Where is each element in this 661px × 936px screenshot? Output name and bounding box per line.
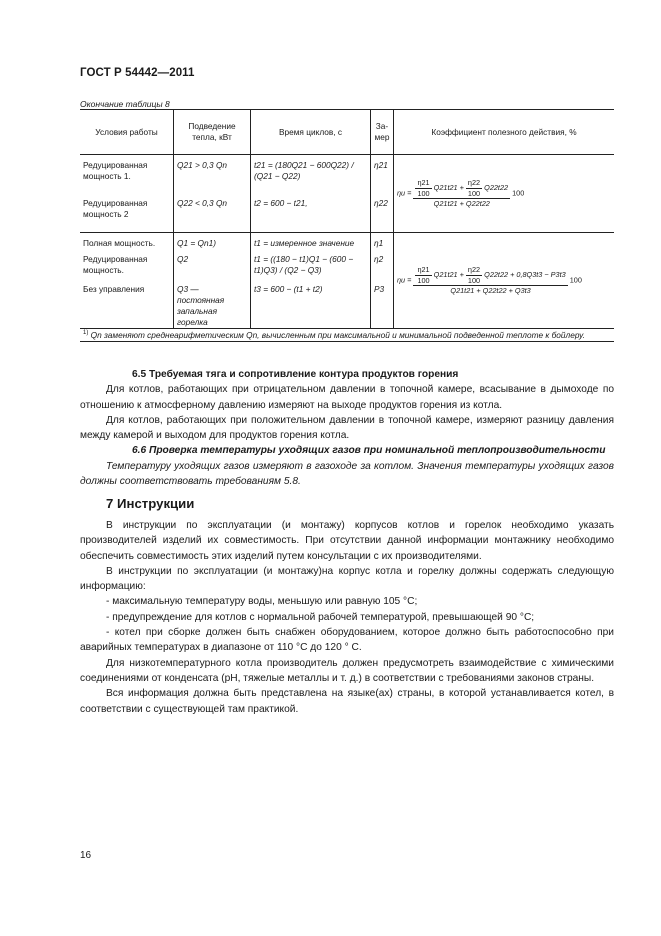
cell-heat: Q2 (174, 254, 251, 284)
formula-term: η22 (467, 178, 481, 188)
formula-lhs: ηu = (397, 188, 412, 198)
paragraph: Для низкотемпературного котла производитель должен предусмотреть взаимодействие с химическими соединениями от конденсата (рН, тяжелые металлы и т. д.) в соответствии с требованиями законов страны. (80, 657, 614, 684)
section-6-6-title: 6.6 Проверка температуры уходящих газов при номинальной теплопроизводительности (132, 445, 606, 457)
col-header-heat: Подведение тепла, кВт (174, 110, 251, 155)
section-7-title: 7 Инструкции (106, 496, 195, 511)
cell-cycle-time: t2 = 600 − t21, (251, 198, 371, 233)
cell-efficiency-formula-2 (394, 233, 615, 329)
formula-term: η21 (417, 264, 430, 274)
cell-condition: Без управления (83, 284, 145, 294)
page-number: 16 (80, 850, 92, 861)
formula-numerator (413, 265, 567, 286)
paragraph: В инструкции по эксплуатации (и монтажу) корпусов котлов и горелок необходимо указать производителей изделий их совместимость. При отсутствии данной информации монтажнику необходимо обеспечить совместимость этих изделий путем консультации с их производителями. (80, 520, 614, 562)
cell-measure: P3 (371, 284, 394, 328)
formula-denominator: Q21t21 + Q22t22 (433, 199, 490, 209)
list-item: - котел при сборке должен быть снабжен оборудованием, которое должно быть работоспособно при аварийных температурах в диапазоне от 110 °С до 120 ° С. (80, 627, 614, 654)
formula-term: η22 (467, 264, 481, 274)
formula-term: Q22t22 (484, 183, 509, 193)
formula-term: η21 (417, 178, 430, 188)
table-footnote-row (80, 328, 614, 341)
formula-term: 100 (467, 275, 481, 285)
cell-cycle-time: t1 = измеренное значение (251, 233, 371, 255)
cell-cycle-time: t3 = 600 − (t1 + t2) (251, 284, 371, 328)
footnote-text: Qn заменяют среднеарифметическим Qn, вычисленным при максимальной и минимальной подведенной теплоте к бойлеру. (90, 329, 586, 340)
cell-heat: Q21 > 0,3 Qn (174, 155, 251, 199)
col-header-cycle-time: Время циклов, с (251, 110, 371, 155)
section-7 (80, 518, 614, 717)
cell-cycle-time: t1 = ((180 − t1)Q1 − (600 − t1)Q3) / (Q2 − Q3) (251, 254, 371, 284)
list-item: - предупреждение для котлов с нормальной рабочей температурой, превышающей 90 °С; (106, 611, 535, 623)
cell-heat: Q3 — постоянная запальная горелка (174, 284, 251, 328)
list-item: - максимальную температуру воды, меньшую или равную 105 °С; (106, 596, 418, 608)
paragraph: Вся информация должна быть представлена на языке(ах) страны, в которой устанавливается котел, в соответствии с существующей там практикой. (80, 688, 614, 715)
formula-term: 100 (417, 188, 430, 198)
cell-efficiency-formula-1 (394, 155, 615, 233)
cell-heat: Q1 = Qn1) (174, 233, 251, 255)
formula-lhs: ηu = (397, 275, 412, 285)
document-header: ГОСТ Р 54442—2011 (80, 67, 195, 79)
table-8 (80, 109, 614, 342)
formula-term: Q22t22 + 0,8Q3t3 − P3t3 (484, 269, 566, 279)
col-header-efficiency: Коэффициент полезного действия, % (394, 110, 615, 155)
formula-term: Q21t21 + (433, 183, 464, 193)
section-6-5 (80, 367, 614, 489)
cell-cycle-time: t21 = (180Q21 − 600Q22) / (Q21 − Q22) (251, 155, 371, 199)
col-header-measure: За-мер (371, 110, 394, 155)
cell-measure: η2 (371, 254, 394, 284)
cell-measure: η1 (371, 233, 394, 255)
paragraph: В инструкции по эксплуатации (и монтажу)на корпус котла и горелку должны содержать следующую информацию: (80, 565, 614, 593)
formula-term: 100 (467, 188, 481, 198)
cell-condition: Редуцированная мощность. (83, 254, 148, 275)
formula-multiplier: 100 (569, 275, 582, 285)
paragraph: Температуру уходящих газов измеряют в газоходе за котлом. Значения температуры уходящих газов должны соответствовать требованиям 5.8. (80, 460, 614, 488)
table-row (80, 233, 614, 255)
formula-numerator (413, 178, 510, 199)
cell-condition: Редуцированная мощность 1. (80, 155, 174, 199)
cell-measure: η22 (371, 198, 394, 233)
paragraph: Для котлов, работающих при отрицательном давлении в топочной камере, всасывание в дымоходе по отношению к атмосферному давлению измеряют на выходе продуктов горения из котла. (80, 384, 614, 411)
cell-condition: Полная мощность. (80, 233, 174, 255)
table-footnote (80, 328, 614, 341)
paragraph: Для котлов, работающих при положительном давлении в топочной камере, измеряют разницу давления между камерой и выходом для продуктов горения котла. (80, 414, 614, 442)
cell-condition: Редуцированная мощность 2 (83, 198, 148, 219)
formula-term: 100 (417, 275, 430, 285)
cell-heat: Q22 < 0,3 Qn (174, 198, 251, 233)
table-caption: Окончание таблицы 8 (80, 99, 170, 109)
efficiency-formula-1 (397, 178, 611, 209)
col-header-conditions: Условия работы (80, 110, 174, 155)
cell-measure: η21 (371, 155, 394, 199)
footnote-mark: 1) (83, 329, 89, 336)
section-6-5-title: 6.5 Требуемая тяга и сопротивление контура продуктов горения (132, 369, 459, 380)
table-header-row (80, 110, 614, 155)
efficiency-formula-2 (397, 265, 611, 296)
formula-term: Q21t21 + (433, 269, 464, 279)
formula-denominator: Q21t21 + Q22t22 + Q3t3 (450, 286, 531, 296)
formula-fraction (413, 265, 567, 296)
formula-multiplier: 100 (512, 188, 525, 198)
table-row (80, 155, 614, 199)
formula-fraction (413, 178, 510, 209)
